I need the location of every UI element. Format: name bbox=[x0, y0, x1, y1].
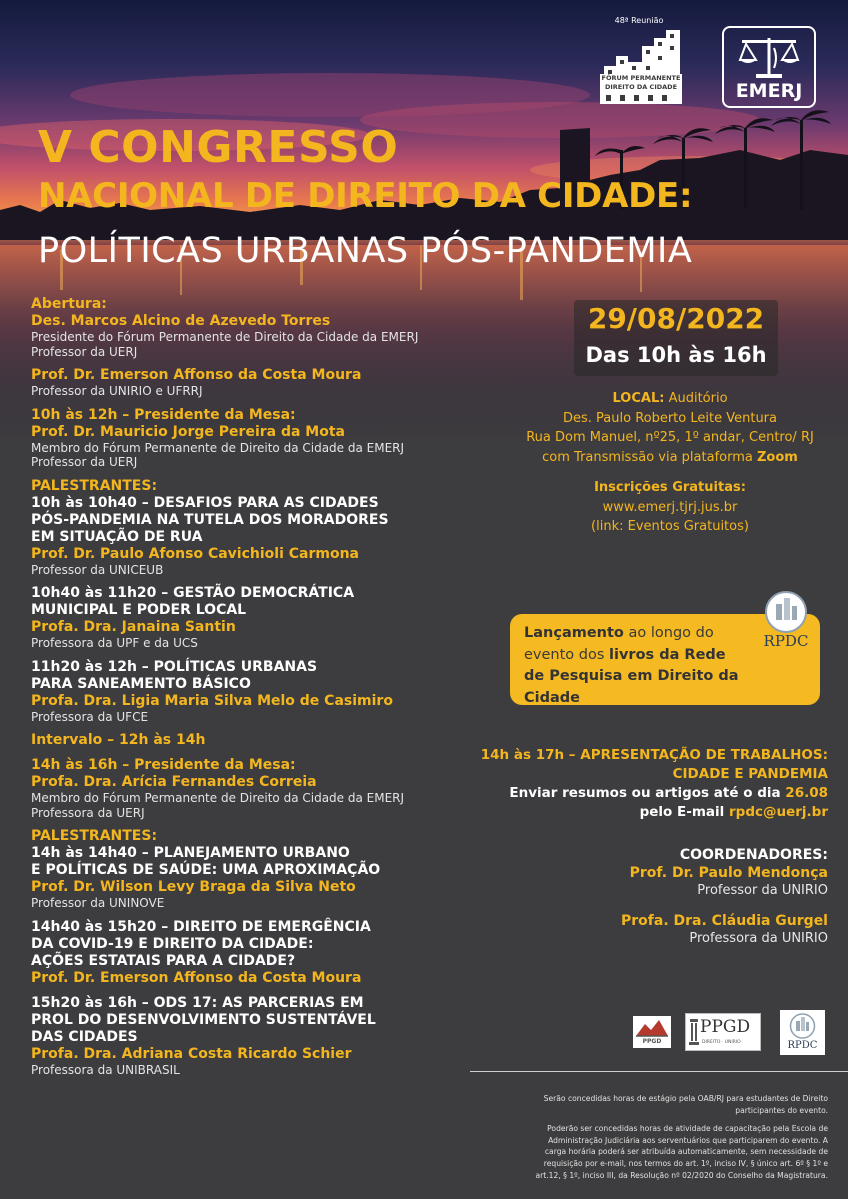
local-label: LOCAL: bbox=[612, 391, 665, 406]
talk6-block bbox=[31, 995, 471, 1078]
panel2-role2: Professora da UERJ bbox=[31, 805, 145, 820]
note2-line3: carga horária poderá ser atribuída automaticamente, sem necessidade de bbox=[544, 1147, 828, 1157]
opening2-role: Professor da UNIRIO e UFRRJ bbox=[31, 384, 203, 398]
coordinators bbox=[470, 846, 828, 948]
launch-text2: evento dos bbox=[524, 646, 610, 663]
works-line4: pelo E-mail bbox=[639, 804, 729, 820]
launch-bold1: Lançamento bbox=[524, 625, 624, 641]
talk3-role: Professora da UFCE bbox=[31, 709, 149, 724]
launch-text1: ao longo do bbox=[623, 625, 714, 641]
uerj-ppgd-icon bbox=[633, 1016, 671, 1040]
panel1-label: 10h às 12h – Presidente da Mesa: bbox=[31, 406, 296, 423]
talk4-speaker: Prof. Dr. Wilson Levy Braga da Silva Neto bbox=[31, 879, 356, 895]
emerj-logo-text: EMERJ bbox=[735, 80, 803, 102]
coordinator2-name: Profa. Dra. Cláudia Gurgel bbox=[621, 913, 828, 929]
talk2-speaker: Profa. Dra. Janaina Santin bbox=[31, 619, 236, 635]
event-date: 29/08/2022 bbox=[587, 302, 765, 335]
opening-block bbox=[31, 296, 471, 359]
talk1-title-line2: PÓS-PANDEMIA NA TUTELA DOS MORADORES bbox=[31, 511, 389, 528]
talk6-role: Professora da UNIBRASIL bbox=[31, 1062, 180, 1077]
note1 bbox=[474, 1093, 828, 1116]
talk2-block bbox=[31, 585, 471, 651]
title-line3: POLÍTICAS URBANAS PÓS-PANDEMIA bbox=[38, 231, 693, 271]
uerj-ppgd-logo bbox=[633, 1016, 671, 1048]
talk6-title-line1: 15h20 às 16h – ODS 17: AS PARCERIAS EM bbox=[31, 994, 364, 1011]
title-line2: NACIONAL DE DIREITO DA CIDADE: bbox=[38, 176, 693, 216]
talk4-title-line2: E POLÍTICAS DE SAÚDE: UMA APROXIMAÇÃO bbox=[31, 862, 381, 878]
talk5-title-line3: AÇÕES ESTATAIS PARA A CIDADE? bbox=[31, 952, 296, 969]
opening-role2: Professor da UERJ bbox=[31, 344, 138, 359]
ppgd-unirio-logo bbox=[685, 1013, 761, 1051]
event-location bbox=[500, 389, 840, 467]
talk4-role: Professor da UNINOVE bbox=[31, 896, 165, 910]
program-column bbox=[31, 296, 471, 1085]
local-line2: Des. Paulo Roberto Leite Ventura bbox=[562, 410, 777, 426]
panel2-label: 14h às 16h – Presidente da Mesa: bbox=[31, 757, 296, 773]
break-label: Intervalo – 12h às 14h bbox=[31, 732, 206, 748]
local-line3: Rua Dom Manuel, nº25, 1º andar, Centro/ RJ bbox=[526, 430, 814, 445]
talk4-title-line1: 14h às 14h40 – PLANEJAMENTO URBANO bbox=[31, 845, 350, 861]
fine-print-notes bbox=[474, 1093, 828, 1188]
local-zoom: Zoom bbox=[757, 449, 798, 465]
works-line2: CIDADE E PANDEMIA bbox=[672, 766, 828, 782]
rpdc-seal-text: RPDC bbox=[763, 632, 809, 650]
coordinator1-name: Prof. Dr. Paulo Mendonça bbox=[629, 865, 828, 881]
talk2-title-line1: 10h40 às 11h20 – GESTÃO DEMOCRÁTICA bbox=[31, 585, 355, 601]
talk6-title-line2: PROL DO DESENVOLVIMENTO SUSTENTÁVEL bbox=[31, 1011, 376, 1028]
rpdc-seal-logo bbox=[752, 590, 820, 658]
opening2-name: Prof. Dr. Emerson Affonso da Costa Moura bbox=[31, 367, 362, 383]
registration-note: (link: Eventos Gratuitos) bbox=[591, 519, 749, 534]
forum-logo-line1: FÓRUM PERMANENTE bbox=[601, 74, 681, 82]
panel2-block bbox=[31, 757, 471, 820]
talk3-block bbox=[31, 659, 471, 725]
coordinator1-role: Professor da UNIRIO bbox=[697, 883, 828, 898]
emerj-logo bbox=[722, 26, 816, 108]
talk5-speaker: Prof. Dr. Emerson Affonso da Costa Moura bbox=[31, 969, 362, 986]
note2-line5: art.12, § 1º, inciso III, da Resolução nº 02/2020 do Conselho da Magistratura. bbox=[535, 1170, 828, 1180]
talk1-title-line3: EM SITUAÇÃO DE RUA bbox=[31, 528, 203, 545]
registration-url[interactable]: www.emerj.tjrj.jus.br bbox=[602, 499, 738, 515]
panel1-name: Prof. Dr. Mauricio Jorge Pereira da Mota bbox=[31, 423, 345, 440]
ppgd-column-icon bbox=[689, 1019, 699, 1045]
forum-logo-line2: DIREITO DA CIDADE bbox=[600, 83, 682, 92]
works-deadline: 26.08 bbox=[785, 785, 828, 801]
talk1-block bbox=[31, 478, 471, 578]
coordinator2-role: Professora da UNIRIO bbox=[689, 931, 828, 946]
local-line4a: com Transmissão via plataforma bbox=[542, 449, 757, 465]
event-hours: Das 10h às 16h bbox=[585, 343, 767, 367]
talk3-speaker: Profa. Dra. Ligia Maria Silva Melo de Casimiro bbox=[31, 692, 393, 709]
note1-line2: participantes do evento. bbox=[735, 1105, 828, 1115]
talk6-speaker: Profa. Dra. Adriana Costa Ricardo Schier bbox=[31, 1045, 352, 1062]
talk5-block bbox=[31, 919, 471, 987]
talk3-title-line1: 11h20 às 12h – POLÍTICAS URBANAS bbox=[31, 658, 318, 675]
talk5-title-line2: DA COVID-19 E DIREITO DA CIDADE: bbox=[31, 935, 314, 952]
note1-line1: Serão concedidas horas de estágio pela OAB/RJ para estudantes de Direito bbox=[543, 1094, 828, 1103]
launch-bold3: de Pesquisa em Direito da Cidade bbox=[524, 668, 739, 706]
note2-line4: requisição por e-mail, nos termos do art. 1º, inciso IV, § único art. 6º § 1º e bbox=[543, 1158, 828, 1168]
opening-role1: Presidente do Fórum Permanente de Direito da Cidade da EMERJ bbox=[31, 330, 419, 344]
works-presentation bbox=[470, 746, 828, 822]
speaker-block-opening2 bbox=[31, 367, 471, 399]
opening-label: Abertura: bbox=[31, 296, 107, 312]
note2 bbox=[474, 1123, 828, 1181]
meeting-label: 48ª Reunião bbox=[614, 16, 664, 25]
speakers1-label: PALESTRANTES: bbox=[31, 477, 158, 494]
notes-divider bbox=[470, 1071, 848, 1072]
rpdc-logo-small bbox=[780, 1010, 825, 1055]
talk1-speaker: Prof. Dr. Paulo Afonso Cavichioli Carmona bbox=[31, 545, 359, 562]
panel1-block bbox=[31, 407, 471, 470]
talk6-title-line3: DAS CIDADES bbox=[31, 1028, 138, 1045]
talk1-role: Professor da UNICEUB bbox=[31, 562, 164, 577]
talk2-role: Professora da UPF e da UCS bbox=[31, 636, 198, 650]
launch-bold2: livros da Rede bbox=[609, 646, 726, 663]
talk1-title-line1: 10h às 10h40 – DESAFIOS PARA AS CIDADES bbox=[31, 494, 379, 511]
works-email[interactable]: rpdc@uerj.br bbox=[729, 804, 828, 820]
ppgd-text: PPGD bbox=[700, 1017, 751, 1037]
talk2-title-line2: MUNICIPAL E PODER LOCAL bbox=[31, 602, 247, 618]
speakers2-label: PALESTRANTES: bbox=[31, 828, 158, 844]
note2-line1: Poderão ser concedidas horas de atividade de capacitação pela Escola de bbox=[547, 1124, 828, 1134]
registration-info bbox=[500, 478, 840, 537]
works-line3: Enviar resumos ou artigos até o dia bbox=[509, 785, 786, 801]
rpdc-small-icon bbox=[780, 1010, 825, 1040]
scales-of-justice-icon bbox=[738, 34, 800, 78]
rpdc-small-text: RPDC bbox=[787, 1040, 818, 1051]
title-line1: V CONGRESSO bbox=[38, 122, 399, 173]
local-place: Auditório bbox=[664, 391, 728, 406]
coordinators-label: COORDENADORES: bbox=[679, 847, 828, 863]
book-launch-text bbox=[524, 623, 754, 709]
uerj-ppgd-text: PPGD bbox=[642, 1038, 662, 1045]
talk4-block bbox=[31, 828, 471, 911]
panel2-name: Profa. Dra. Arícia Fernandes Correia bbox=[31, 774, 317, 790]
ppgd-subtext: DIREITO · UNIRIO bbox=[702, 1040, 741, 1045]
talk3-title-line2: PARA SANEAMENTO BÁSICO bbox=[31, 675, 251, 692]
talk5-title-line1: 14h40 às 15h20 – DIREITO DE EMERGÊNCIA bbox=[31, 918, 371, 935]
works-line1: 14h às 17h – APRESENTAÇÃO DE TRABALHOS: bbox=[480, 747, 828, 763]
forum-base-icon bbox=[600, 92, 682, 104]
opening-name: Des. Marcos Alcino de Azevedo Torres bbox=[31, 313, 331, 329]
forum-logo bbox=[596, 16, 686, 106]
registration-label: Inscrições Gratuitas: bbox=[594, 480, 746, 495]
panel2-role1: Membro do Fórum Permanente de Direito da Cidade da EMERJ bbox=[31, 791, 405, 805]
note2-line2: Administração Judiciária aos serventuários que participarem do evento. A bbox=[548, 1135, 828, 1145]
panel1-role1: Membro do Fórum Permanente de Direito da Cidade da EMERJ bbox=[31, 440, 405, 455]
break-block bbox=[31, 732, 471, 749]
panel1-role2: Professor da UERJ bbox=[31, 455, 138, 469]
